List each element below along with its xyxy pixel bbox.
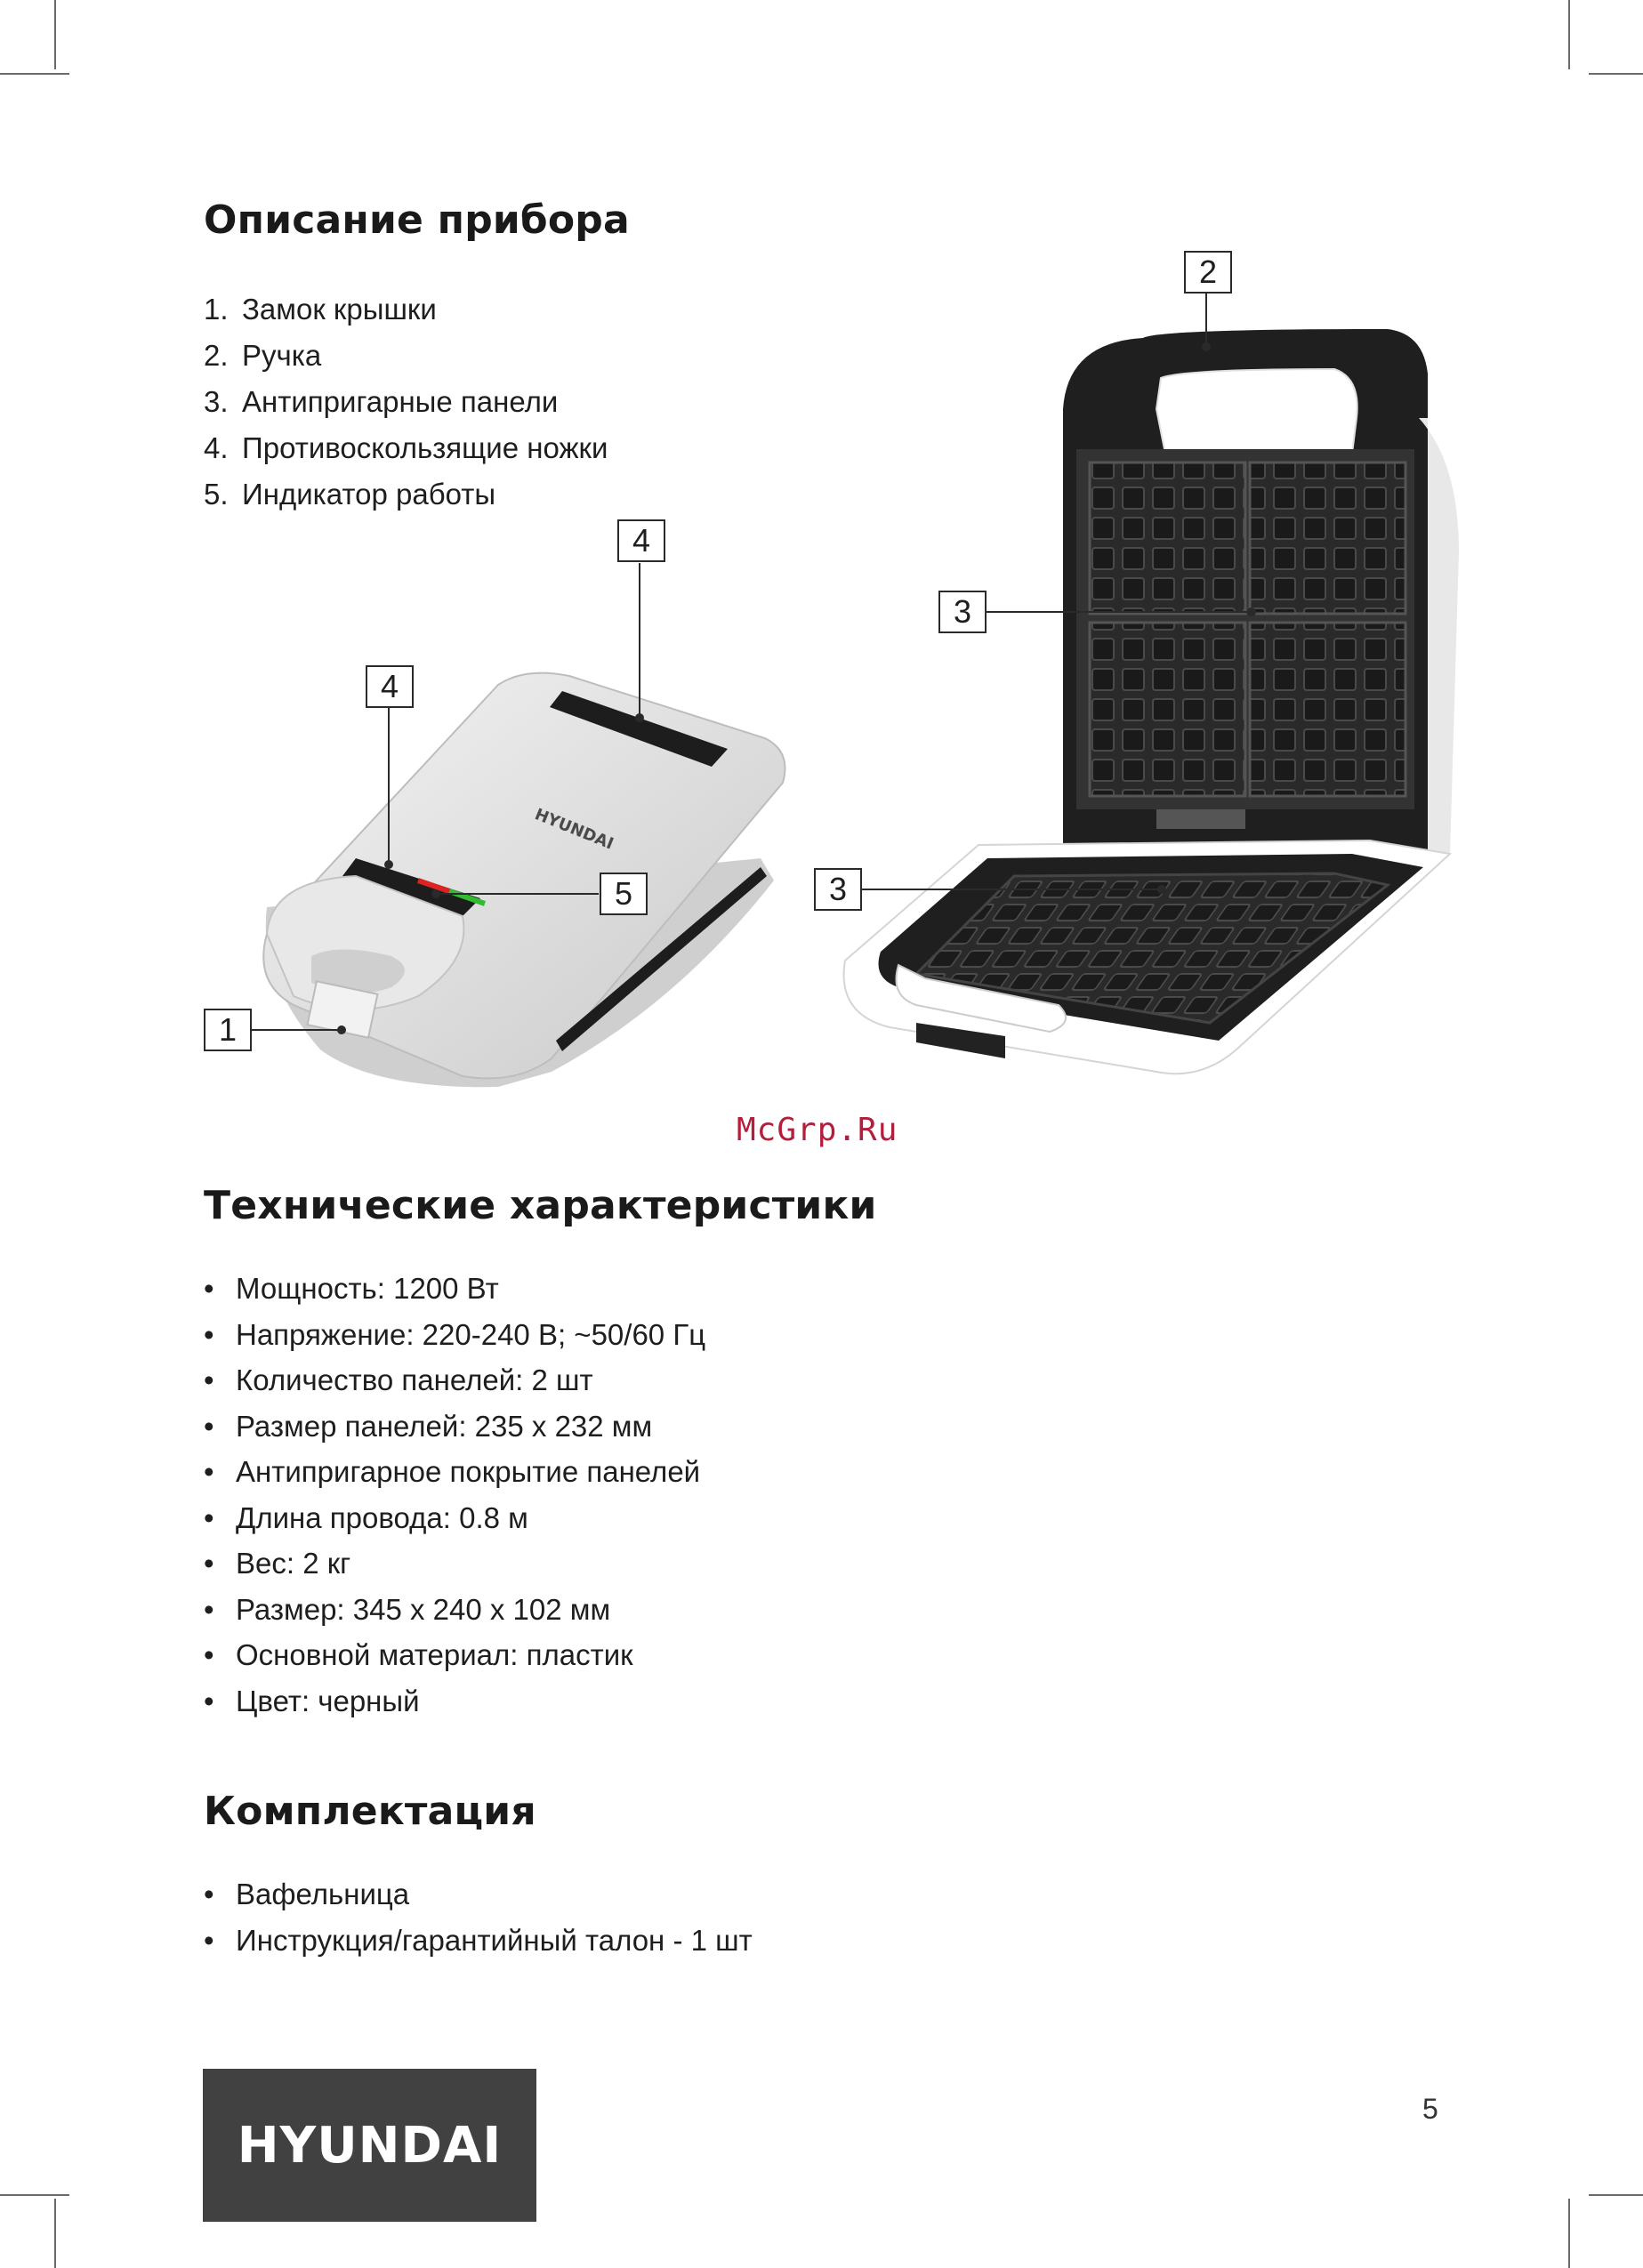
callout-5: 5 — [600, 873, 648, 915]
spec-item: • Вес: 2 кг — [204, 1547, 351, 1580]
package-list — [204, 1871, 753, 1963]
package-item: • Инструкция/гарантийный талон - 1 шт — [204, 1923, 753, 1957]
spec-item: • Цвет: черный — [204, 1684, 420, 1717]
callout-4-rear: 4 — [617, 519, 665, 562]
brand-logo: HYUNDAI — [203, 2069, 536, 2222]
crop-mark — [1568, 2199, 1570, 2268]
part-item: 1. Замок крышки — [204, 293, 437, 326]
part-item: 4. Противоскользящие ножки — [204, 431, 608, 464]
specs-list — [204, 1266, 705, 1724]
watermark: McGrp.Ru — [737, 1112, 898, 1148]
spec-item: • Количество панелей: 2 шт — [204, 1363, 593, 1396]
callout-2: 2 — [1184, 251, 1232, 294]
callout-1: 1 — [204, 1009, 252, 1051]
spec-item: • Размер: 345 х 240 х 102 мм — [204, 1592, 611, 1626]
part-item: 2. Ручка — [204, 339, 322, 372]
spec-item: • Основной материал: пластик — [204, 1638, 633, 1671]
specs-title: Технические характеристики — [204, 1183, 877, 1228]
spec-item: • Размер панелей: 235 х 232 мм — [204, 1409, 653, 1443]
package-title: Комплектация — [204, 1789, 536, 1834]
spec-item: • Напряжение: 220-240 В; ~50/60 Гц — [204, 1317, 706, 1351]
callout-3-bottom: 3 — [814, 868, 862, 911]
spec-item: • Мощность: 1200 Вт — [204, 1272, 499, 1305]
description-title: Описание прибора — [204, 197, 630, 243]
spec-item: • Антипригарное покрытие панелей — [204, 1455, 701, 1488]
device-logo: HYUNDAI — [532, 805, 616, 854]
crop-mark — [0, 2194, 69, 2196]
crop-mark — [54, 2199, 56, 2268]
crop-mark — [1589, 2194, 1643, 2196]
callout-3-top: 3 — [938, 591, 987, 633]
closed-waffle-maker — [263, 673, 785, 1088]
part-item: 5. Индикатор работы — [204, 478, 496, 511]
open-waffle-maker — [844, 329, 1459, 1074]
part-item: 3. Антипригарные панели — [204, 385, 559, 418]
spec-item: • Длина провода: 0.8 м — [204, 1500, 528, 1534]
package-item: • Вафельница — [204, 1878, 410, 1910]
callout-4-front: 4 — [366, 665, 414, 708]
page-number: 5 — [1422, 2093, 1438, 2125]
